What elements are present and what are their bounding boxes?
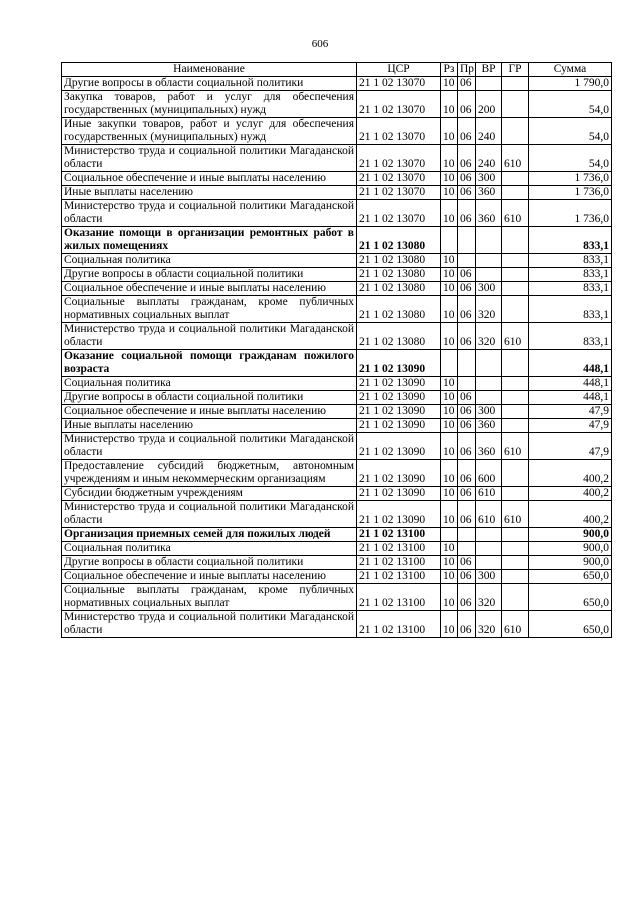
cell-vr: 610 (476, 487, 502, 501)
cell-gr (502, 542, 529, 556)
cell-pr (458, 227, 476, 254)
cell-csr: 21 1 02 13090 (357, 501, 441, 528)
cell-gr (502, 77, 529, 91)
cell-sum: 1 790,0 (529, 77, 612, 91)
cell-vr: 300 (476, 172, 502, 186)
header-rz: Рз (441, 63, 458, 77)
cell-pr: 06 (458, 186, 476, 200)
table-row (62, 419, 612, 433)
cell-gr (502, 391, 529, 405)
cell-csr: 21 1 02 13090 (357, 350, 441, 377)
cell-pr: 06 (458, 556, 476, 570)
cell-csr: 21 1 02 13090 (357, 487, 441, 501)
cell-vr (476, 391, 502, 405)
cell-csr: 21 1 02 13080 (357, 254, 441, 268)
table-row (62, 227, 612, 254)
cell-rz: 10 (441, 323, 458, 350)
cell-rz: 10 (441, 145, 458, 172)
cell-sum: 54,0 (529, 145, 612, 172)
cell-rz: 10 (441, 254, 458, 268)
cell-name: Министерство труда и социальной политики Магаданской области (62, 323, 357, 350)
header-vr: ВР (476, 63, 502, 77)
cell-pr: 06 (458, 77, 476, 91)
cell-name: Иные закупки товаров, работ и услуг для обеспечения государственных (муниципальных) нужд (62, 118, 357, 145)
table-row (62, 296, 612, 323)
cell-sum: 833,1 (529, 268, 612, 282)
cell-gr (502, 487, 529, 501)
cell-rz: 10 (441, 391, 458, 405)
budget-table (61, 62, 612, 638)
cell-csr: 21 1 02 13080 (357, 282, 441, 296)
cell-csr: 21 1 02 13080 (357, 323, 441, 350)
table-row (62, 433, 612, 460)
cell-sum: 833,1 (529, 323, 612, 350)
cell-vr: 360 (476, 200, 502, 227)
cell-pr: 06 (458, 570, 476, 584)
table-row (62, 501, 612, 528)
cell-csr: 21 1 02 13090 (357, 460, 441, 487)
table-row (62, 91, 612, 118)
cell-pr: 06 (458, 268, 476, 282)
cell-gr (502, 282, 529, 296)
cell-csr: 21 1 02 13070 (357, 145, 441, 172)
cell-name: Министерство труда и социальной политики Магаданской области (62, 611, 357, 638)
cell-rz (441, 227, 458, 254)
cell-rz: 10 (441, 570, 458, 584)
cell-sum: 54,0 (529, 91, 612, 118)
table-body (62, 77, 612, 638)
table-row (62, 377, 612, 391)
cell-gr: 610 (502, 501, 529, 528)
cell-gr (502, 350, 529, 377)
cell-rz: 10 (441, 433, 458, 460)
cell-gr (502, 268, 529, 282)
cell-rz: 10 (441, 487, 458, 501)
cell-name: Социальное обеспечение и иные выплаты населению (62, 172, 357, 186)
cell-rz: 10 (441, 460, 458, 487)
cell-csr: 21 1 02 13070 (357, 118, 441, 145)
cell-gr: 610 (502, 200, 529, 227)
cell-csr: 21 1 02 13080 (357, 268, 441, 282)
cell-vr (476, 254, 502, 268)
cell-pr: 06 (458, 433, 476, 460)
cell-gr (502, 528, 529, 542)
cell-csr: 21 1 02 13100 (357, 556, 441, 570)
cell-name: Социальная политика (62, 542, 357, 556)
cell-vr (476, 350, 502, 377)
page-number: 606 (311, 38, 329, 50)
cell-vr: 240 (476, 118, 502, 145)
cell-gr (502, 296, 529, 323)
cell-csr: 21 1 02 13070 (357, 172, 441, 186)
cell-vr: 240 (476, 145, 502, 172)
cell-name: Предоставление субсидий бюджетным, автономным учреждениям и иным некоммерческим организациям (62, 460, 357, 487)
cell-pr: 06 (458, 584, 476, 611)
cell-name: Другие вопросы в области социальной политики (62, 556, 357, 570)
cell-pr: 06 (458, 419, 476, 433)
cell-csr: 21 1 02 13100 (357, 528, 441, 542)
table-row (62, 172, 612, 186)
cell-vr: 300 (476, 570, 502, 584)
cell-rz: 10 (441, 556, 458, 570)
cell-sum: 1 736,0 (529, 200, 612, 227)
cell-csr: 21 1 02 13080 (357, 227, 441, 254)
table-row (62, 323, 612, 350)
cell-pr: 06 (458, 611, 476, 638)
table-row (62, 460, 612, 487)
cell-sum: 650,0 (529, 611, 612, 638)
cell-name: Другие вопросы в области социальной политики (62, 391, 357, 405)
cell-rz: 10 (441, 268, 458, 282)
cell-vr: 320 (476, 296, 502, 323)
cell-rz: 10 (441, 200, 458, 227)
cell-name: Другие вопросы в области социальной политики (62, 268, 357, 282)
cell-sum: 833,1 (529, 296, 612, 323)
cell-gr: 610 (502, 323, 529, 350)
cell-rz: 10 (441, 501, 458, 528)
cell-sum: 900,0 (529, 556, 612, 570)
cell-csr: 21 1 02 13090 (357, 405, 441, 419)
cell-name: Министерство труда и социальной политики Магаданской области (62, 433, 357, 460)
cell-gr: 610 (502, 611, 529, 638)
cell-rz: 10 (441, 419, 458, 433)
cell-vr (476, 377, 502, 391)
cell-name: Оказание социальной помощи гражданам пожилого возраста (62, 350, 357, 377)
header-sum: Сумма (529, 63, 612, 77)
cell-pr: 06 (458, 91, 476, 118)
table-row (62, 542, 612, 556)
cell-csr: 21 1 02 13070 (357, 77, 441, 91)
cell-pr: 06 (458, 391, 476, 405)
cell-name: Социальная политика (62, 377, 357, 391)
cell-name: Социальные выплаты гражданам, кроме публичных нормативных социальных выплат (62, 584, 357, 611)
cell-rz: 10 (441, 377, 458, 391)
table-row (62, 200, 612, 227)
table-row (62, 487, 612, 501)
cell-name: Социальное обеспечение и иные выплаты населению (62, 570, 357, 584)
cell-name: Социальное обеспечение и иные выплаты населению (62, 405, 357, 419)
cell-name: Иные выплаты населению (62, 419, 357, 433)
cell-gr (502, 91, 529, 118)
cell-vr: 600 (476, 460, 502, 487)
cell-gr (502, 254, 529, 268)
cell-rz: 10 (441, 282, 458, 296)
cell-pr (458, 528, 476, 542)
cell-sum: 900,0 (529, 528, 612, 542)
table-row (62, 350, 612, 377)
cell-name: Оказание помощи в организации ремонтных работ в жилых помещениях (62, 227, 357, 254)
table-row (62, 282, 612, 296)
cell-vr (476, 268, 502, 282)
cell-sum: 400,2 (529, 460, 612, 487)
cell-sum: 448,1 (529, 391, 612, 405)
table-row (62, 391, 612, 405)
cell-sum: 448,1 (529, 350, 612, 377)
cell-name: Субсидии бюджетным учреждениям (62, 487, 357, 501)
cell-vr: 360 (476, 186, 502, 200)
cell-sum: 448,1 (529, 377, 612, 391)
cell-csr: 21 1 02 13070 (357, 91, 441, 118)
cell-name: Социальное обеспечение и иные выплаты населению (62, 282, 357, 296)
cell-vr: 320 (476, 323, 502, 350)
cell-rz (441, 350, 458, 377)
cell-gr (502, 227, 529, 254)
cell-csr: 21 1 02 13090 (357, 391, 441, 405)
cell-pr: 06 (458, 200, 476, 227)
cell-gr (502, 186, 529, 200)
cell-sum: 54,0 (529, 118, 612, 145)
cell-rz: 10 (441, 118, 458, 145)
cell-pr: 06 (458, 118, 476, 145)
cell-rz: 10 (441, 611, 458, 638)
cell-csr: 21 1 02 13080 (357, 296, 441, 323)
cell-sum: 400,2 (529, 501, 612, 528)
cell-name: Другие вопросы в области социальной политики (62, 77, 357, 91)
table-row (62, 118, 612, 145)
cell-gr (502, 570, 529, 584)
cell-vr: 320 (476, 584, 502, 611)
table-row (62, 77, 612, 91)
cell-name: Министерство труда и социальной политики Магаданской области (62, 501, 357, 528)
cell-gr: 610 (502, 433, 529, 460)
cell-csr: 21 1 02 13100 (357, 542, 441, 556)
cell-sum: 900,0 (529, 542, 612, 556)
cell-pr: 06 (458, 405, 476, 419)
cell-gr (502, 172, 529, 186)
cell-csr: 21 1 02 13100 (357, 570, 441, 584)
cell-csr: 21 1 02 13100 (357, 584, 441, 611)
table-row (62, 556, 612, 570)
cell-pr: 06 (458, 487, 476, 501)
cell-pr (458, 377, 476, 391)
header-csr: ЦСР (357, 63, 441, 77)
cell-sum: 1 736,0 (529, 172, 612, 186)
cell-vr: 320 (476, 611, 502, 638)
cell-vr: 200 (476, 91, 502, 118)
cell-name: Министерство труда и социальной политики Магаданской области (62, 145, 357, 172)
cell-vr (476, 77, 502, 91)
table-row (62, 405, 612, 419)
cell-pr (458, 542, 476, 556)
cell-rz: 10 (441, 542, 458, 556)
header-pr: Пр (458, 63, 476, 77)
cell-pr: 06 (458, 145, 476, 172)
cell-gr (502, 405, 529, 419)
cell-pr: 06 (458, 501, 476, 528)
table-row (62, 254, 612, 268)
cell-sum: 650,0 (529, 570, 612, 584)
cell-vr: 300 (476, 282, 502, 296)
cell-pr (458, 350, 476, 377)
cell-rz: 10 (441, 77, 458, 91)
cell-pr: 06 (458, 323, 476, 350)
cell-sum: 1 736,0 (529, 186, 612, 200)
cell-name: Министерство труда и социальной политики Магаданской области (62, 200, 357, 227)
cell-sum: 833,1 (529, 254, 612, 268)
cell-gr: 610 (502, 145, 529, 172)
cell-csr: 21 1 02 13090 (357, 377, 441, 391)
cell-pr: 06 (458, 460, 476, 487)
cell-vr: 300 (476, 405, 502, 419)
cell-rz: 10 (441, 405, 458, 419)
cell-vr: 610 (476, 501, 502, 528)
table-row (62, 268, 612, 282)
cell-name: Организация приемных семей для пожилых людей (62, 528, 357, 542)
cell-vr (476, 542, 502, 556)
cell-name: Социальные выплаты гражданам, кроме публичных нормативных социальных выплат (62, 296, 357, 323)
cell-csr: 21 1 02 13100 (357, 611, 441, 638)
cell-sum: 650,0 (529, 584, 612, 611)
cell-gr (502, 118, 529, 145)
table-row (62, 570, 612, 584)
table-row (62, 145, 612, 172)
cell-name: Социальная политика (62, 254, 357, 268)
cell-csr: 21 1 02 13090 (357, 433, 441, 460)
table-row (62, 186, 612, 200)
cell-vr (476, 227, 502, 254)
cell-rz: 10 (441, 584, 458, 611)
cell-sum: 400,2 (529, 487, 612, 501)
cell-rz: 10 (441, 186, 458, 200)
cell-vr (476, 528, 502, 542)
cell-name: Иные выплаты населению (62, 186, 357, 200)
cell-gr (502, 584, 529, 611)
header-gr: ГР (502, 63, 529, 77)
cell-csr: 21 1 02 13090 (357, 419, 441, 433)
cell-gr (502, 377, 529, 391)
cell-gr (502, 419, 529, 433)
cell-name: Закупка товаров, работ и услуг для обеспечения государственных (муниципальных) нужд (62, 91, 357, 118)
cell-rz: 10 (441, 91, 458, 118)
table-row (62, 584, 612, 611)
cell-rz: 10 (441, 172, 458, 186)
cell-sum: 47,9 (529, 433, 612, 460)
cell-rz: 10 (441, 296, 458, 323)
cell-gr (502, 556, 529, 570)
cell-gr (502, 460, 529, 487)
header-row (62, 63, 612, 77)
cell-vr: 360 (476, 419, 502, 433)
cell-csr: 21 1 02 13070 (357, 186, 441, 200)
cell-vr (476, 556, 502, 570)
cell-pr: 06 (458, 296, 476, 323)
cell-sum: 47,9 (529, 405, 612, 419)
header-name: Наименование (62, 63, 357, 77)
cell-sum: 833,1 (529, 227, 612, 254)
cell-rz (441, 528, 458, 542)
cell-vr: 360 (476, 433, 502, 460)
cell-csr: 21 1 02 13070 (357, 200, 441, 227)
table-row (62, 611, 612, 638)
cell-pr: 06 (458, 282, 476, 296)
table-row (62, 528, 612, 542)
cell-sum: 47,9 (529, 419, 612, 433)
cell-pr: 06 (458, 172, 476, 186)
cell-pr (458, 254, 476, 268)
cell-sum: 833,1 (529, 282, 612, 296)
